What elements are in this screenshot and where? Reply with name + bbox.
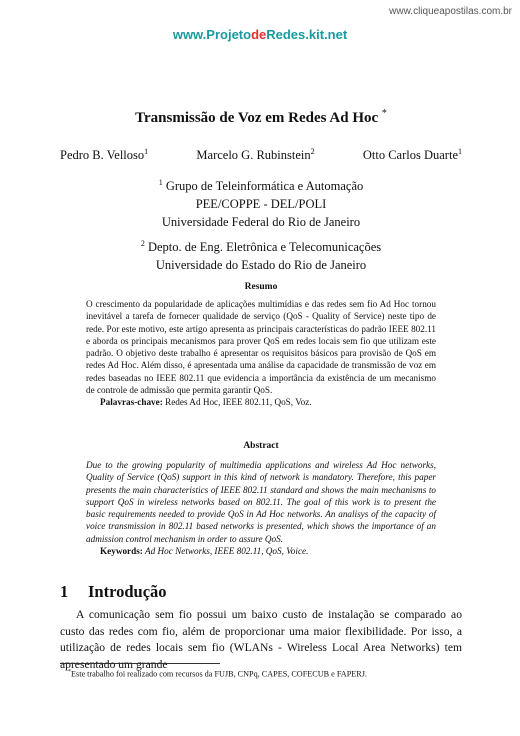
author-affil-mark: 1: [458, 147, 462, 156]
author-name: Pedro B. Velloso: [60, 148, 145, 163]
resumo-body: [86, 298, 436, 409]
affiliation-1: [60, 174, 462, 231]
author: [196, 147, 314, 163]
author: [363, 147, 462, 163]
title-footnote-mark: *: [381, 108, 387, 119]
intro-text: A comunicação sem fio possui um baixo custo de instalação se comparado ao custo das redes com fio, além de proporcionar uma maior flexibilidade. Por isso, a utilização de redes locais sem fio (WLANs - Wireless Local Area Networks) tem apresentado um grande: [60, 608, 462, 671]
footnote-text: Este trabalho foi realizado com recursos da FUJB, CNPq, CAPES, COFECUB e FAPERJ.: [71, 669, 367, 679]
keywords-text: Redes Ad Hoc, IEEE 802.11, QoS, Voz.: [165, 397, 312, 408]
paper-title-text: Transmissão de Voz em Redes Ad Hoc: [135, 110, 379, 126]
site-logo-suffix: Redes.kit.net: [266, 27, 348, 42]
affiliation-mark: 2: [140, 239, 145, 248]
author: [60, 147, 148, 163]
paper-title: [60, 108, 462, 127]
author-list: [60, 147, 462, 163]
footnote: [68, 669, 367, 679]
author-affil-mark: 2: [310, 147, 315, 156]
abstract-body: [86, 459, 436, 557]
abstract-keywords: [86, 545, 436, 557]
affiliation-2: [60, 235, 462, 274]
abstract-heading: Abstract: [243, 441, 279, 451]
keywords-label: Palavras-chave:: [100, 397, 163, 408]
affiliation-mark: 1: [158, 178, 163, 187]
resumo-heading: Resumo: [244, 282, 278, 292]
affiliation-line: [60, 235, 462, 256]
affiliation-line-text: Grupo de Teleinformática e Automação: [165, 179, 364, 194]
footnote-mark: *: [68, 669, 71, 675]
site-logo: [0, 27, 520, 42]
resumo-keywords: [86, 396, 436, 408]
section-heading: [60, 582, 167, 602]
affiliation-line: Universidade do Estado do Rio de Janeiro: [155, 258, 367, 273]
site-logo-middle: de: [251, 27, 267, 42]
affiliation-line-text: Depto. de Eng. Eletrônica e Telecomunicações: [147, 240, 382, 255]
top-watermark: www.cliqueapostilas.com.br: [389, 6, 512, 17]
author-affil-mark: 1: [144, 147, 149, 156]
resumo-text: O crescimento da popularidade de aplicações multimídias e das redes sem fio Ad Hoc tornou inevitável a tarefa de fornecer qualidade de serviço (QoS - Quality of Service) neste tipo de rede. Por este motivo, este artigo apresenta as principais características do padrão IEEE 802.11 e aborda os principais mecanismos para prover QoS em redes locais sem fio que utilizam este padrão. O objetivo deste trabalho é apresentar os requisitos básicos para provisão de QoS em redes Ad Hoc. Além disso, é apresentada uma análise da capacidade de transmissão de voz em redes baseadas no IEEE 802.11 que evidencia a importância da existência de um mecanismo de controle de admissão que permita garantir QoS.: [86, 299, 436, 396]
keywords-text: Ad Hoc Networks, IEEE 802.11, QoS, Voice.: [145, 546, 309, 557]
abstract-text: Due to the growing popularity of multimedia applications and wireless Ad Hoc networks, Quality of Service (QoS) support in this kind of network is mandatory. Therefore, this paper presents the main characteristics of IEEE 802.11 standard and shows the main mechanisms to support QoS in wireless networks based on 802.11. The goal of this work is to present the basic requirements needed to provide QoS in Ad Hoc networks. An analisys of the capacity of voice transmission in 802.11 based networks is presented, which shows the importance of an admission control mechanism in order to assure QoS.: [86, 460, 436, 544]
keywords-label: Keywords:: [100, 546, 143, 557]
footnote-rule: [60, 663, 220, 664]
section-number: 1: [60, 582, 69, 601]
affiliation-line: Universidade Federal do Rio de Janeiro: [161, 215, 361, 230]
affiliation-line: [60, 174, 462, 195]
site-logo-prefix: www.Projeto: [172, 27, 252, 42]
affiliation-line: PEE/COPPE - DEL/POLI: [195, 197, 327, 212]
author-name: Otto Carlos Duarte: [362, 148, 458, 163]
author-name: Marcelo G. Rubinstein: [196, 148, 311, 163]
section-title-text: Introdução: [88, 582, 167, 601]
